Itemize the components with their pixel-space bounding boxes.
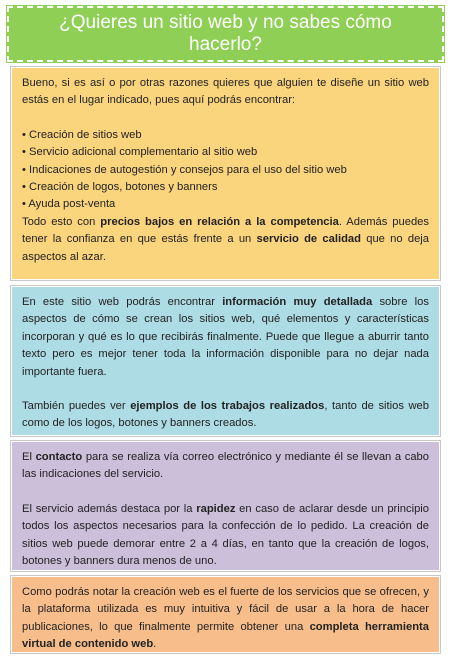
- pricing-paragraph: [22, 214, 429, 266]
- examples-paragraph: [22, 398, 429, 433]
- text-segment: en caso de aclarar desde un principio todos los aspectos necesarios para la confección de lo pedido. La creación de sitios web puede demorar entre 2 a 4 días, en tanto que la creación de logos, botones y banners dura menos de uno.: [22, 502, 429, 568]
- text-segment: El servicio además destaca por la: [22, 502, 197, 515]
- text-segment: El: [22, 451, 36, 463]
- highlight-text: servicio de calidad: [256, 233, 361, 246]
- highlight-text: contacto: [35, 451, 83, 463]
- list-item: • Creación de logos, botones y banners: [22, 181, 218, 194]
- platform-section: [11, 576, 440, 653]
- highlight-text: ejemplos de los trabajos realizados: [130, 400, 325, 413]
- services-list: [22, 127, 429, 214]
- highlight-text: completa herramienta virtual de contenido web: [22, 620, 429, 651]
- text-segment: En este sitio web podrás encontrar: [22, 296, 223, 308]
- contact-paragraph: [22, 449, 429, 484]
- platform-paragraph: [22, 584, 429, 654]
- list-item: • Indicaciones de autogestión y consejos para el uso del sitio web: [22, 163, 347, 176]
- text-segment: Como podrás notar la creación web es el fuerte de los servicios que se ofrecen, y la plataforma utilizada es muy intuitiva y fácil de usar a la hora de hacer publicaciones, lo que finalmente permite obtener una: [22, 586, 429, 633]
- list-item: • Creación de sitios web: [22, 128, 142, 141]
- intro-paragraph: Bueno, si es así o por otras razones quieres que alguien te diseñe un sitio web estás en el lugar indicado, pues aquí podrás encontrar:: [22, 77, 429, 107]
- list-item: • Servicio adicional complementario al sitio web: [22, 146, 258, 159]
- speed-paragraph: [22, 501, 429, 571]
- text-segment: para se realiza vía correo electrónico y mediante él se llevan a cabo las indicaciones del servicio.: [22, 451, 429, 481]
- information-section: [11, 286, 440, 436]
- contact-section: [11, 441, 440, 571]
- page-title-text: ¿Quieres un sitio web y no sabes cómo hacerlo?: [59, 12, 392, 55]
- text-segment: También puedes ver: [22, 400, 131, 413]
- text-segment: que no deja aspectos al azar.: [22, 233, 429, 263]
- highlight-text: precios bajos en relación a la competencia: [100, 215, 339, 228]
- highlight-text: rapidez: [196, 502, 236, 515]
- intro-section: [11, 67, 440, 280]
- text-segment: Todo esto con: [22, 215, 101, 228]
- highlight-text: información muy detallada: [222, 296, 373, 308]
- text-segment: .: [153, 638, 157, 651]
- text-segment: , tanto de sitios web como de los logos, botones y banners creados.: [22, 400, 430, 430]
- text-segment: sobre los aspectos de cómo se crean los sitios web, qué elementos y características incorporan y qué es lo que recibirás finalmente. Puede que llegue a aburrir tanto texto pero es mejor tener toda la información disponible para no dejar nada importante fuera.: [22, 296, 429, 378]
- page-title: [7, 6, 444, 62]
- list-item: • Ayuda post-venta: [22, 198, 116, 211]
- text-segment: . Además puedes tener la confianza en que estás frente a un: [22, 215, 429, 246]
- information-paragraph: [22, 294, 429, 381]
